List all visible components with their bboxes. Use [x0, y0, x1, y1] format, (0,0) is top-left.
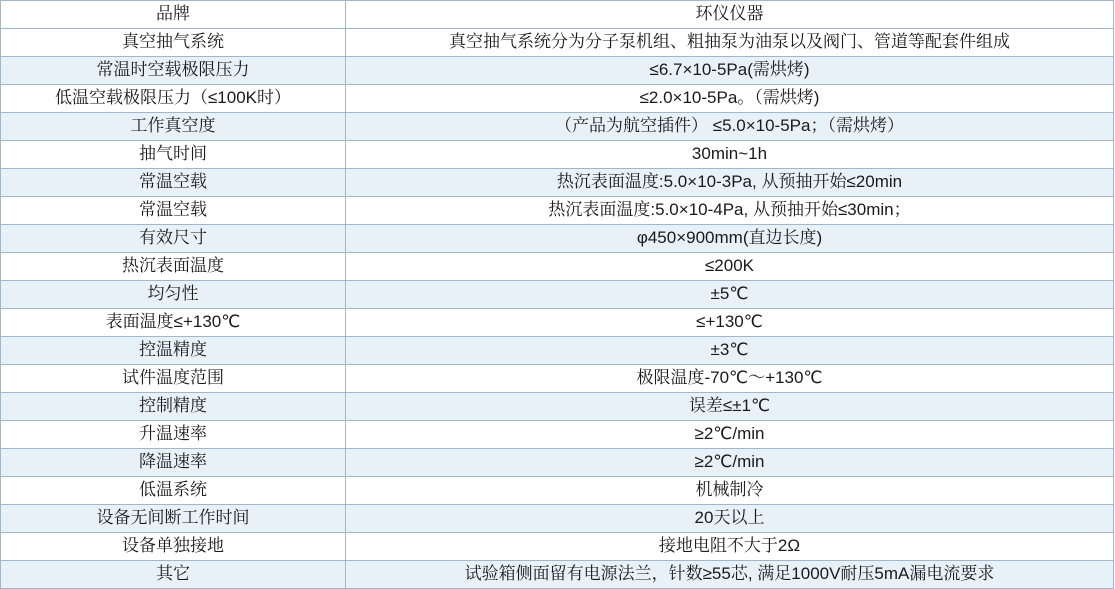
row-label: 品牌	[1, 1, 346, 29]
row-label: 其它	[1, 561, 346, 589]
row-value: 接地电阻不大于2Ω	[346, 533, 1114, 561]
table-row	[1, 365, 1114, 393]
table-row	[1, 477, 1114, 505]
row-value: 30min~1h	[346, 141, 1114, 169]
table-row	[1, 449, 1114, 477]
row-value: 极限温度-70℃～+130℃	[346, 365, 1114, 393]
table-row	[1, 197, 1114, 225]
table-row	[1, 169, 1114, 197]
row-label: 抽气时间	[1, 141, 346, 169]
table-row	[1, 141, 1114, 169]
table-row	[1, 29, 1114, 57]
row-label: 控制精度	[1, 393, 346, 421]
row-label: 低温系统	[1, 477, 346, 505]
row-label: 升温速率	[1, 421, 346, 449]
row-label: 常温时空载极限压力	[1, 57, 346, 85]
row-label: 热沉表面温度	[1, 253, 346, 281]
row-value: ≤+130℃	[346, 309, 1114, 337]
row-value: 误差≤±1℃	[346, 393, 1114, 421]
row-value: （产品为航空插件） ≤5.0×10-5Pa；（需烘烤）	[346, 113, 1114, 141]
row-label: 均匀性	[1, 281, 346, 309]
row-value: 试验箱侧面留有电源法兰，针数≥55芯, 满足1000V耐压5mA漏电流要求	[346, 561, 1114, 589]
row-value: ±5℃	[346, 281, 1114, 309]
table-row	[1, 225, 1114, 253]
row-value: 环仪仪器	[346, 1, 1114, 29]
row-label: 低温空载极限压力（≤100K时）	[1, 85, 346, 113]
row-value: 20天以上	[346, 505, 1114, 533]
table-row	[1, 85, 1114, 113]
table-row	[1, 113, 1114, 141]
row-value: φ450×900mm(直边长度)	[346, 225, 1114, 253]
row-label: 设备无间断工作时间	[1, 505, 346, 533]
row-label: 降温速率	[1, 449, 346, 477]
row-value: ≤200K	[346, 253, 1114, 281]
row-value: ≤6.7×10-5Pa(需烘烤)	[346, 57, 1114, 85]
table-row	[1, 57, 1114, 85]
row-label: 常温空载	[1, 197, 346, 225]
row-label: 表面温度≤+130℃	[1, 309, 346, 337]
table-row	[1, 281, 1114, 309]
table-row	[1, 505, 1114, 533]
table-row	[1, 421, 1114, 449]
row-value: 热沉表面温度:5.0×10-3Pa, 从预抽开始≤20min	[346, 169, 1114, 197]
row-value: 机械制冷	[346, 477, 1114, 505]
row-value: 热沉表面温度:5.0×10-4Pa, 从预抽开始≤30min；	[346, 197, 1114, 225]
row-label: 真空抽气系统	[1, 29, 346, 57]
table-row	[1, 253, 1114, 281]
table-row	[1, 393, 1114, 421]
row-value: 真空抽气系统分为分子泵机组、粗抽泵为油泵以及阀门、管道等配套件组成	[346, 29, 1114, 57]
table-row	[1, 337, 1114, 365]
row-value: ≥2℃/min	[346, 421, 1114, 449]
row-value: ≤2.0×10-5Pa。（需烘烤)	[346, 85, 1114, 113]
row-label: 控温精度	[1, 337, 346, 365]
table-row	[1, 309, 1114, 337]
row-label: 有效尺寸	[1, 225, 346, 253]
specification-table-body	[1, 1, 1114, 589]
row-label: 常温空载	[1, 169, 346, 197]
row-value: ±3℃	[346, 337, 1114, 365]
row-value: ≥2℃/min	[346, 449, 1114, 477]
table-row	[1, 1, 1114, 29]
row-label: 工作真空度	[1, 113, 346, 141]
row-label: 设备单独接地	[1, 533, 346, 561]
table-row	[1, 533, 1114, 561]
table-row	[1, 561, 1114, 589]
row-label: 试件温度范围	[1, 365, 346, 393]
